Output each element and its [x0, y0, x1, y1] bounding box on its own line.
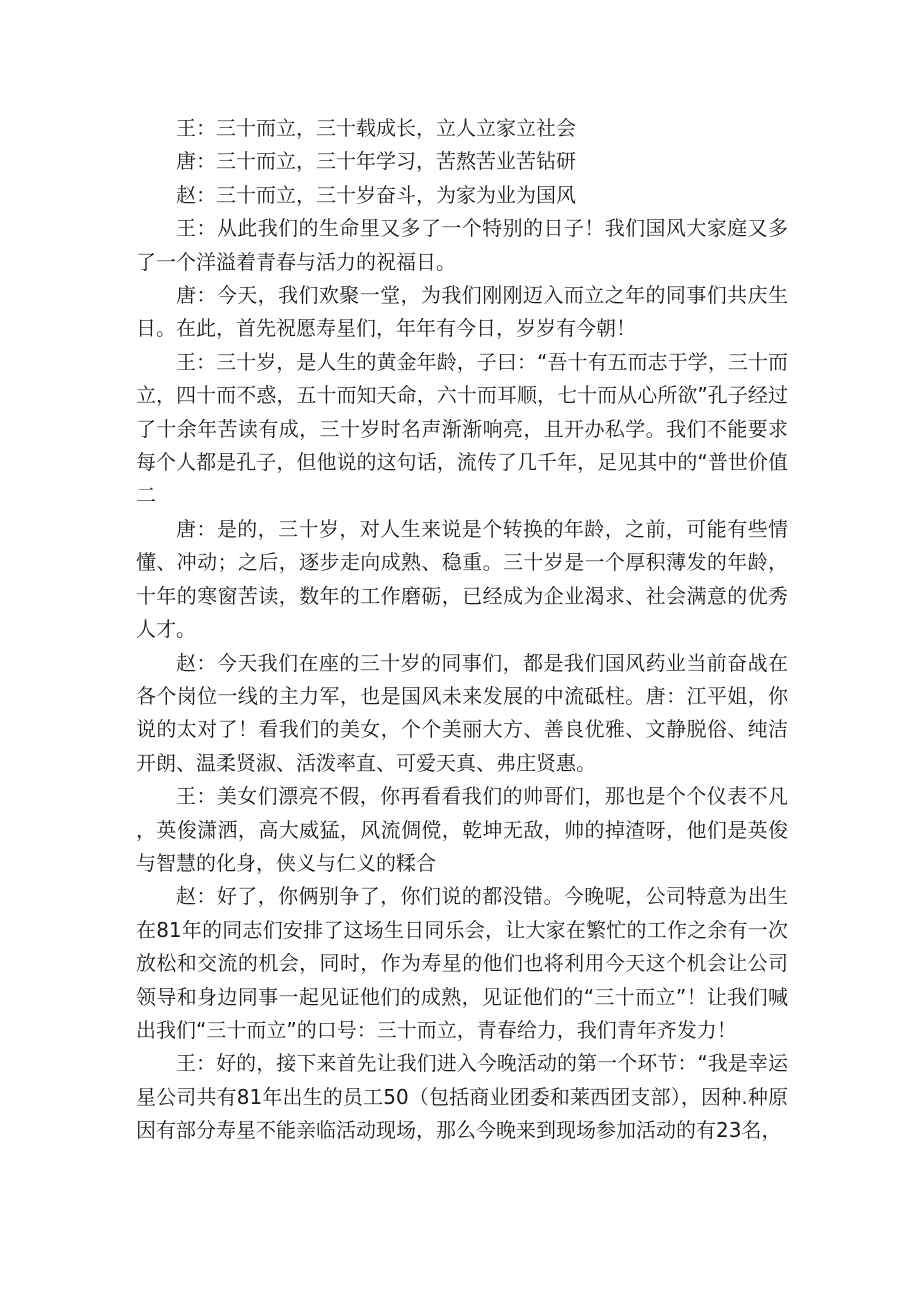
paragraph: 唐：今天，我们欢聚一堂，为我们刚刚迈入而立之年的同事们共庆生日。在此，首先祝愿寿星们，年年有今日，岁岁有今朝！ [136, 283, 788, 341]
paragraph: 赵：今天我们在座的三十岁的同事们，都是我们国风药业当前奋战在各个岗位一线的主力军，也是国风未来发展的中流砥柱。唐：江平姐，你说的太对了！看我们的美女，个个美丽大方、善良优雅、文静脱俗、纯洁开朗、温柔贤淑、活泼率直、可爱天真、弗庄贤惠。 [136, 650, 788, 775]
paragraph: 唐：三十而立，三十年学习，苦熬苦业苦钻研 [176, 149, 576, 174]
paragraph: 王：从此我们的生命里又多了一个特别的日子！我们国风大家庭又多了一个洋溢着青春与活力的祝福日。 [136, 216, 788, 274]
paragraph: 赵：三十而立，三十岁奋斗，为家为业为国风 [176, 182, 576, 207]
paragraph: 王：三十而立，三十载成长，立人立家立社会 [176, 116, 576, 140]
paragraph: 王：好的，接下来首先让我们进入今晚活动的第一个环节：“我是幸运星公司共有81年出生的员工50（包括商业团委和莱西团支部），因种.种原因有部分寿星不能亲临活动现场，那么今晚来到现场参加活动的有23名， [136, 1051, 788, 1143]
paragraph: 唐：是的，三十岁，对人生来说是个转换的年龄，之前，可能有些情懂、冲动；之后，逐步走向成熟、稳重。三十岁是一个厚积薄发的年龄，十年的寒窗苦读，数年的工作磨砺，已经成为企业渴求、社会满意的优秀人才。 [136, 516, 788, 642]
paragraph: 赵：好了，你俩别争了，你们说的都没错。今晚呢，公司特意为出生在81年的同志们安排了这场生日同乐会，让大家在繁忙的工作之余有一次放松和交流的机会，同时，作为寿星的他们也将利用今天这个机会让公司领导和身边同事一起见证他们的成熟，见证他们的“三十而立”！让我们喊出我们“三十而立”的口号：三十而立，青春给力，我们青年齐发力！ [136, 884, 788, 1042]
paragraph: 王：美女们漂亮不假，你再看看我们的帅哥们，那也是个个仪表不凡，英俊潇洒，高大威猛，风流倜傥，乾坤无敌，帅的掉渣呀，他们是英俊与智慧的化身，侠义与仁义的糅合 [136, 784, 788, 875]
document-body [136, 112, 788, 1148]
paragraph: 王：三十岁，是人生的黄金年龄，子曰：“吾十有五而志于学，三十而立，四十而不惑，五十而知天命，六十而耳顺，七十而从心所欲”孔子经过了十余年苦读有成，三十岁时名声渐渐响亮，且开办私学。我们不能要求每个人都是孔子，但他说的这句话，流传了几千年，足见其中的“普世价值二 [136, 349, 788, 508]
